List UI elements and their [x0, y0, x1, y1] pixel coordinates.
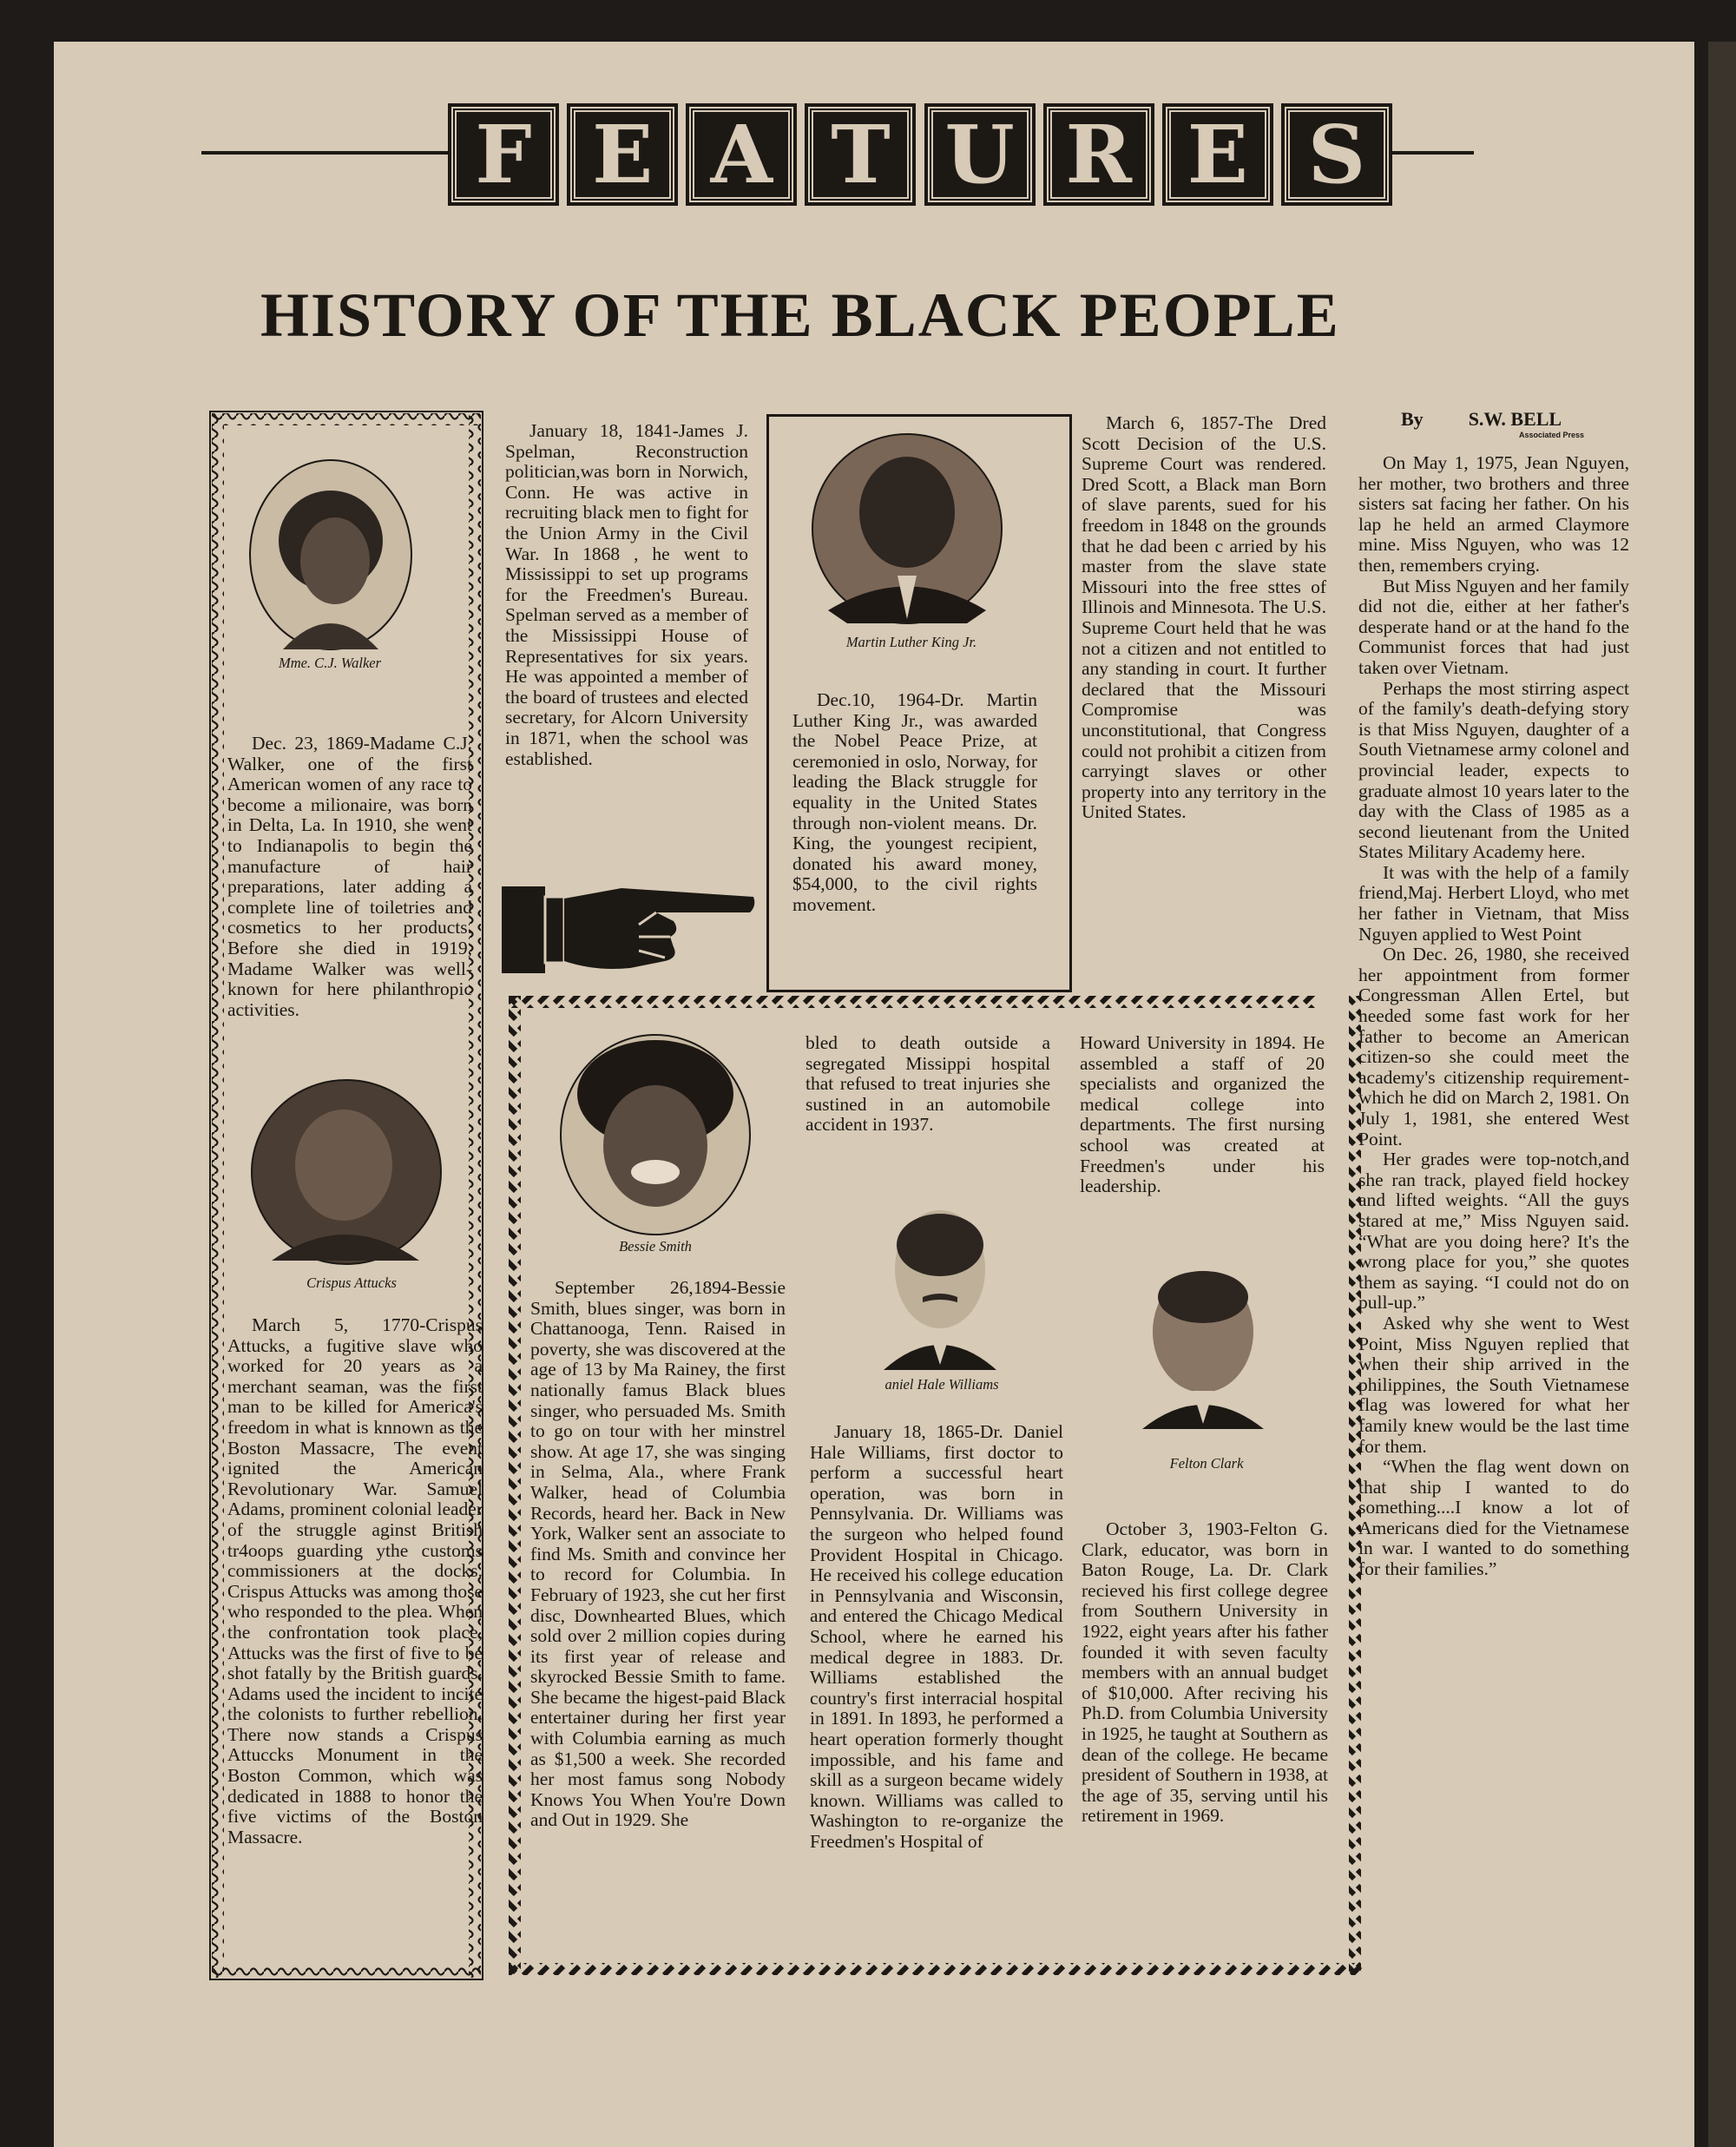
felton-clark-text: October 3, 1903-Felton G. Clark, educator, was born in Baton Rouge, La. Dr. Clark recieved his first college degree from Southern University in 1922, eight years after his father founded it with seven faculty members with an annual budget of $10,000. After reciving his Ph.D. from Columbia University in 1925, he taught at Southern as dean of the college. He became president of Southern in 1938, at the age of 35, serving until his retirement in 1969.: [1082, 1518, 1328, 1827]
felton-clark-photo: [1135, 1259, 1271, 1429]
nguyen-paragraph: Asked why she went to West Point, Miss Nguyen replied that when their ship arrived in the philippines, the South Vietnamese flag was lowered for what her family knew would be the last time for them.: [1358, 1312, 1629, 1457]
dred-scott-article: [1082, 413, 1326, 823]
banner-rule-right: [1387, 151, 1474, 155]
pointing-hand-icon: [500, 871, 757, 989]
williams-text: January 18, 1865-Dr. Daniel Hale Williams, first doctor to perform a successful heart operation, was born in Pennsylvania. Dr. Williams was the surgeon who helped found Provident Hospital in Chicago. He received his college education in Pennsylvania and Wisconsin, and entered the Chicago Medical School, where he earned his medical degree in 1883. Dr. Williams established the country's first interracial hospital in 1891. In 1893, he performed a heart operation formerly thought impossible, and his fame and skill as a surgeon became widely known. Williams was called to Washington to re-organize the Freedmen's Hospital of: [810, 1421, 1063, 1852]
bessie-smith-continued: [806, 1033, 1050, 1136]
williams-continued-text: Howard University in 1894. He assembled a staff of 20 specialists and organized the medical college into departments. The first nursing school was created at Freedmen's under his leadership.: [1080, 1032, 1325, 1197]
williams-photo: [875, 1200, 1005, 1370]
page-edge: [1708, 42, 1736, 2147]
banner-letter: U: [928, 107, 1032, 202]
features-banner: [451, 102, 1389, 207]
bessie-smith-caption: Bessie Smith: [619, 1238, 692, 1255]
spelman-article: [505, 421, 748, 769]
king-photo: [811, 432, 1003, 625]
nguyen-paragraph: Perhaps the most stirring aspect of the family's death-defying story is that Miss Nguyen, daughter of a South Vietnamese army colonel and provincial leader, expects to graduate almost 10 years later to the day with the Class of 1985 as a second lieutenant from the United States Military Academy here.: [1358, 677, 1629, 863]
walker-article: [227, 734, 472, 1020]
nguyen-byline: [1401, 408, 1687, 439]
walker-caption: Mme. C.J. Walker: [278, 655, 382, 671]
king-caption: Martin Luther King Jr.: [845, 634, 977, 650]
nguyen-paragraph: But Miss Nguyen and her family did not die, either at her father's desperate hand or at the hand fo the Communist forces that had just taken over Vietnam.: [1358, 575, 1629, 678]
dred-scott-text: March 6, 1857-The Dred Scott Decision of the U.S. Supreme Court was rendered. Dred Scott, a Black man Born of slave parents, sued for his freedom in 1848 on the grounds that he dad been c arried by his master from the slave state Missouri into the free sttes of Illinois and Minnesota. The U.S. Supreme Court held that he was not a citizen and not entitled to any standing in court. It further declared that the Missouri Compromise was unconstitutional, that Congress could not prohibit a citizen from carryingt slaves or other property into any territory in the United States.: [1082, 412, 1326, 823]
felton-clark-caption: Felton Clark: [1169, 1455, 1244, 1472]
banner-letter: R: [1047, 107, 1151, 202]
nguyen-paragraph: “When the flag went down on that ship I wanted to do something....I know a lot of Americans died for the Vietnamese in war. I wanted to do something for their families.”: [1358, 1456, 1629, 1580]
byline-by: By: [1401, 408, 1424, 430]
walker-photo: [248, 458, 413, 651]
banner-letter: E: [1166, 107, 1270, 202]
nguyen-paragraph: On May 1, 1975, Jean Nguyen, her mother, two brothers and three sisters sat facing her father. On his lap he held an armed Claymore mine. Miss Nguyen, who was 12 then, remembers crying.: [1358, 452, 1629, 576]
bessie-smith-article: [530, 1278, 786, 1831]
banner-letter: E: [570, 107, 674, 202]
banner-rule-left: [201, 151, 453, 155]
nguyen-paragraph: Her grades were top-notch,and she ran track, played field hockey and lifted weights. “All the guys stared at me,” Miss Nguyen said. “What are you doing here? It's the wrong place for you,” she quotes them as saying. “I could not do on pull-up.”: [1358, 1149, 1629, 1314]
nguyen-paragraph: On Dec. 26, 1980, she received her appointment from former Congressman Allen Ertel, but needed some fast work for her father to become an American citizen-so she could meet the academy's citizenship requirement-which he did on March 2, 1981. On July 1, 1981, she entered West Point.: [1358, 944, 1629, 1149]
page-headline: HISTORY OF THE BLACK PEOPLE: [260, 280, 1340, 350]
banner-letter: A: [689, 107, 793, 202]
attucks-caption: Crispus Attucks: [306, 1274, 397, 1291]
williams-continued: [1080, 1033, 1325, 1197]
walker-text: Dec. 23, 1869-Madame C.J. Walker, one of the first American women of any race to become a milionaire, was born in Delta, La. In 1910, she went to Indianapolis to begin the manufacture of hair preparations, later adding a complete line of toiletries and cosmetics to her products. Before she died in 1919, Madame Walker was well-known for here philanthropic activities.: [227, 733, 472, 1020]
bessie-smith-photo: [559, 1033, 752, 1236]
byline-credit: Associated Press: [1519, 431, 1585, 439]
nguyen-article: [1358, 453, 1629, 1580]
williams-caption: aniel Hale Williams: [884, 1376, 999, 1393]
spelman-text: January 18, 1841-James J. Spelman, Reconstruction politician,was born in Norwich, Conn. He was active in recruiting black men to fight for the Union Army in the Civil War. In 1868 , he went to Mississippi to set up programs for the Freedmen's Bureau. Spelman served as a member of the Mississippi House of Representatives for six years. He was appointed a member of the board of trustees and elected secretary, for Alcorn University in 1871, when the school was established.: [505, 420, 748, 769]
nguyen-paragraph: It was with the help of a family friend,Maj. Herbert Lloyd, who met her father in Vietnam, that Miss Nguyen applied to West Point: [1358, 861, 1629, 945]
banner-letter: T: [808, 107, 912, 202]
king-article: [792, 690, 1037, 916]
attucks-photo: [250, 1078, 443, 1266]
bessie-smith-continued-text: bled to death outside a segregated Missippi hospital that refused to treat injuries she sustined in an automobile accident in 1937.: [806, 1032, 1050, 1136]
williams-article: [810, 1422, 1063, 1852]
attucks-text: March 5, 1770-Crispus Attucks, a fugitive slave who worked for 20 years as a merchant seaman, was the first man to be killed for America's freedom in what is knnown as the Boston Massacre, The event ignited the American Revolutionary War. Samuel Adams, prominent colonial leader of the struggle aginst British tr4oops guarding ythe customs commissioners at the docks. Crispus Attucks was among those who responded to the plea. When the confrontation took place, Attucks was the first of five to be shot fatally by the British guards. Adams used the incident to incite the colonists to further rebellion. There now stands a Crispus Attuccks Monument in the Boston Common, which was dedicated in 1888 to honor the five victims of the Boston Massacre.: [227, 1314, 483, 1847]
bessie-smith-text: September 26,1894-Bessie Smith, blues singer, was born in Chattanooga, Tenn. Raised in poverty, she was discovered at the age of 13 by Ma Rainey, the first nationally famus Black blues singer, who persuaded Ms. Smith to go on tour with her minstrel show. At age 17, she was singing in Selma, Ala., where Frank Walker, head of Columbia Records, heard her. Back in New York, Walker sent an associate to find Ms. Smith and convince her to record for Columbia. In February of 1923, she cut her first disc, Downhearted Blues, which sold over 2 million copies during its first year of release and skyrocked Bessie Smith to fame. She became the higest-paid Black entertainer during her first year with Columbia earning as much as $1,500 a week. She recorded her most famus song Nobody Knows You When You're Down and Out in 1929. She: [530, 1277, 786, 1831]
banner-letter: F: [451, 107, 556, 202]
king-text: Dec.10, 1964-Dr. Martin Luther King Jr., was awarded the Nobel Peace Prize, at ceremonied in oslo, Norway, for leading the Black struggle for equality in the United States through non-violent means. Dr. King, the youngest recipient, donated his award money, $54,000, to the civil rights movement.: [792, 689, 1037, 915]
byline-author: S.W. BELL: [1468, 408, 1562, 430]
attucks-article: [227, 1315, 483, 1847]
banner-letter: S: [1285, 107, 1389, 202]
felton-clark-article: [1082, 1519, 1328, 1827]
